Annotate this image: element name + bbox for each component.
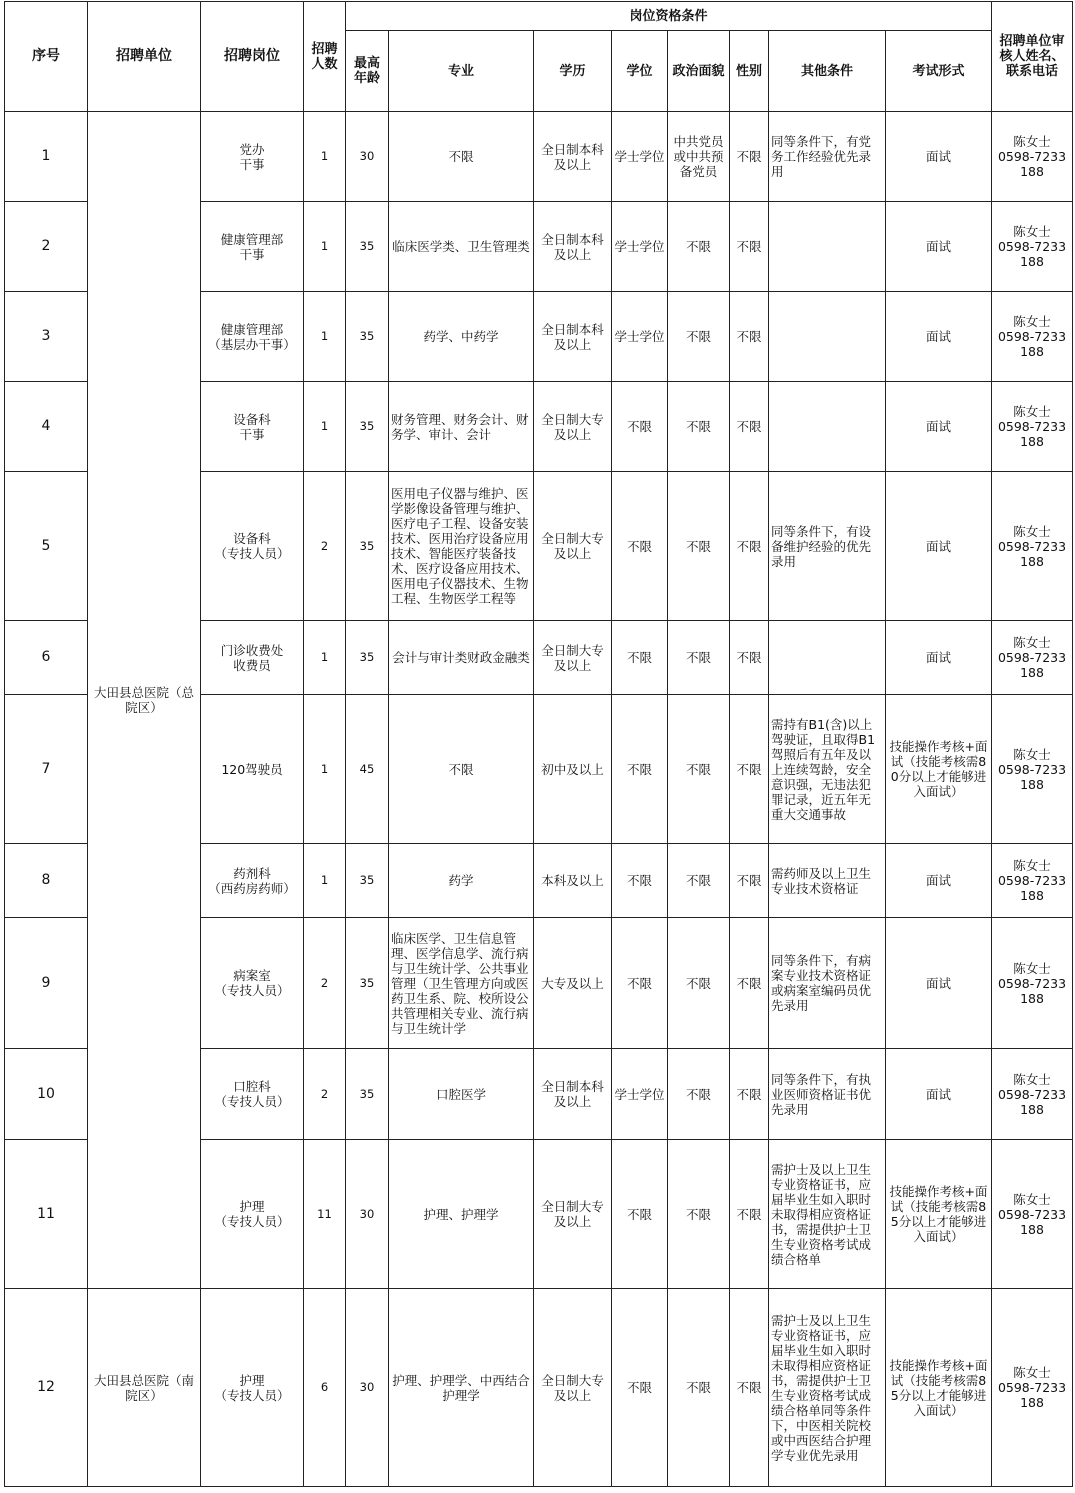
exam-cell: 技能操作考核+面试（技能考核需85分以上才能够进入面试） [886, 1140, 992, 1289]
political-cell: 不限 [668, 918, 730, 1049]
gender-cell: 不限 [730, 472, 769, 621]
contact-cell: 陈女士 0598-7233188 [992, 112, 1073, 202]
header-unit: 招聘单位 [88, 2, 201, 112]
major-cell: 临床医学类、卫生管理类 [389, 202, 534, 292]
contact-cell: 陈女士 0598-7233188 [992, 382, 1073, 472]
header-post: 招聘岗位 [201, 2, 304, 112]
other-cell: 需护士及以上卫生专业资格证书，应届毕业生如入职时未取得相应资格证书，需提供护士卫生专业资格考试成绩合格单 [769, 1140, 886, 1289]
seq-cell: 1 [5, 112, 88, 202]
exam-cell: 面试 [886, 918, 992, 1049]
gender-cell: 不限 [730, 844, 769, 918]
exam-cell: 面试 [886, 292, 992, 382]
header-major: 专业 [389, 31, 534, 112]
age-cell: 35 [346, 472, 389, 621]
post-cell: 护理 （专技人员） [201, 1140, 304, 1289]
table-row [5, 112, 1073, 202]
degree-cell: 学士学位 [612, 1049, 668, 1140]
contact-cell: 陈女士 0598-7233188 [992, 695, 1073, 844]
count-cell: 11 [304, 1140, 346, 1289]
education-cell: 全日制大专及以上 [534, 1140, 612, 1289]
political-cell: 不限 [668, 844, 730, 918]
age-cell: 35 [346, 1049, 389, 1140]
education-cell: 全日制本科及以上 [534, 112, 612, 202]
other-cell [769, 292, 886, 382]
education-cell: 全日制本科及以上 [534, 202, 612, 292]
exam-cell: 面试 [886, 621, 992, 695]
gender-cell: 不限 [730, 292, 769, 382]
age-cell: 35 [346, 202, 389, 292]
gender-cell: 不限 [730, 918, 769, 1049]
gender-cell: 不限 [730, 202, 769, 292]
major-cell: 医用电子仪器与维护、医学影像设备管理与维护、医疗电子工程、设备安装技术、医用治疗设备应用技术、智能医疗装备技术、医疗设备应用技术、医用电子仪器技术、生物工程、生物医学工程等 [389, 472, 534, 621]
political-cell: 不限 [668, 1289, 730, 1487]
count-cell: 2 [304, 1049, 346, 1140]
major-cell: 口腔医学 [389, 1049, 534, 1140]
seq-cell: 4 [5, 382, 88, 472]
post-cell: 护理 （专技人员） [201, 1289, 304, 1487]
education-cell: 全日制大专及以上 [534, 382, 612, 472]
other-cell: 同等条件下，有党务工作经验优先录用 [769, 112, 886, 202]
degree-cell: 学士学位 [612, 112, 668, 202]
other-cell [769, 202, 886, 292]
contact-cell: 陈女士 0598-7233188 [992, 1289, 1073, 1487]
seq-cell: 7 [5, 695, 88, 844]
post-cell: 药剂科 （西药房药师） [201, 844, 304, 918]
count-cell: 1 [304, 202, 346, 292]
post-cell: 党办 干事 [201, 112, 304, 202]
degree-cell: 不限 [612, 695, 668, 844]
header-gender: 性别 [730, 31, 769, 112]
age-cell: 30 [346, 1140, 389, 1289]
major-cell: 护理、护理学、中西结合护理学 [389, 1289, 534, 1487]
seq-cell: 9 [5, 918, 88, 1049]
education-cell: 全日制大专及以上 [534, 472, 612, 621]
degree-cell: 不限 [612, 918, 668, 1049]
gender-cell: 不限 [730, 1049, 769, 1140]
seq-cell: 3 [5, 292, 88, 382]
education-cell: 全日制本科及以上 [534, 292, 612, 382]
other-cell: 同等条件下，有病案专业技术资格证或病案室编码员优先录用 [769, 918, 886, 1049]
seq-cell: 12 [5, 1289, 88, 1487]
gender-cell: 不限 [730, 1140, 769, 1289]
header-education: 学历 [534, 31, 612, 112]
header-political: 政治面貌 [668, 31, 730, 112]
major-cell: 药学 [389, 844, 534, 918]
major-cell: 临床医学、卫生信息管理、医学信息学、流行病与卫生统计学、公共事业管理（卫生管理方向或医药卫生系、院、校所设公共管理相关专业、流行病与卫生统计学 [389, 918, 534, 1049]
header-degree: 学位 [612, 31, 668, 112]
degree-cell: 不限 [612, 844, 668, 918]
seq-cell: 5 [5, 472, 88, 621]
major-cell: 会计与审计类财政金融类 [389, 621, 534, 695]
unit-cell-south: 大田县总医院（南院区） [88, 1289, 201, 1487]
count-cell: 1 [304, 112, 346, 202]
header-contact: 招聘单位审核人姓名、联系电话 [992, 2, 1073, 112]
contact-cell: 陈女士 0598-7233188 [992, 472, 1073, 621]
contact-cell: 陈女士 0598-7233188 [992, 621, 1073, 695]
exam-cell: 技能操作考核+面试（技能考核需80分以上才能够进入面试） [886, 695, 992, 844]
other-cell: 同等条件下，有设备维护经验的优先录用 [769, 472, 886, 621]
contact-cell: 陈女士 0598-7233188 [992, 918, 1073, 1049]
degree-cell: 学士学位 [612, 292, 668, 382]
post-cell: 健康管理部 （基层办干事） [201, 292, 304, 382]
degree-cell: 学士学位 [612, 202, 668, 292]
count-cell: 1 [304, 382, 346, 472]
contact-cell: 陈女士 0598-7233188 [992, 202, 1073, 292]
contact-cell: 陈女士 0598-7233188 [992, 292, 1073, 382]
post-cell: 120驾驶员 [201, 695, 304, 844]
header-qualification-group: 岗位资格条件 [346, 2, 992, 31]
gender-cell: 不限 [730, 1289, 769, 1487]
seq-cell: 6 [5, 621, 88, 695]
other-cell [769, 382, 886, 472]
major-cell: 不限 [389, 112, 534, 202]
political-cell: 中共党员或中共预备党员 [668, 112, 730, 202]
degree-cell: 不限 [612, 382, 668, 472]
count-cell: 2 [304, 918, 346, 1049]
gender-cell: 不限 [730, 112, 769, 202]
count-cell: 1 [304, 292, 346, 382]
exam-cell: 面试 [886, 112, 992, 202]
education-cell: 全日制大专及以上 [534, 1289, 612, 1487]
contact-cell: 陈女士 0598-7233188 [992, 1140, 1073, 1289]
other-cell: 需护士及以上卫生专业资格证书，应届毕业生如入职时未取得相应资格证书，需提供护士卫生专业资格考试成绩合格单同等条件下，中医相关院校或中西医结合护理学专业优先录用 [769, 1289, 886, 1487]
count-cell: 2 [304, 472, 346, 621]
seq-cell: 11 [5, 1140, 88, 1289]
header-seq: 序号 [5, 2, 88, 112]
header-age: 最高年龄 [346, 31, 389, 112]
age-cell: 35 [346, 918, 389, 1049]
gender-cell: 不限 [730, 695, 769, 844]
seq-cell: 8 [5, 844, 88, 918]
age-cell: 45 [346, 695, 389, 844]
post-cell: 健康管理部 干事 [201, 202, 304, 292]
gender-cell: 不限 [730, 382, 769, 472]
degree-cell: 不限 [612, 472, 668, 621]
political-cell: 不限 [668, 1140, 730, 1289]
exam-cell: 技能操作考核+面试（技能考核需85分以上才能够进入面试） [886, 1289, 992, 1487]
education-cell: 全日制本科及以上 [534, 1049, 612, 1140]
political-cell: 不限 [668, 695, 730, 844]
major-cell: 不限 [389, 695, 534, 844]
age-cell: 35 [346, 382, 389, 472]
exam-cell: 面试 [886, 844, 992, 918]
post-cell: 病案室 （专技人员） [201, 918, 304, 1049]
other-cell: 需药师及以上卫生专业技术资格证 [769, 844, 886, 918]
political-cell: 不限 [668, 382, 730, 472]
exam-cell: 面试 [886, 472, 992, 621]
age-cell: 35 [346, 292, 389, 382]
seq-cell: 2 [5, 202, 88, 292]
political-cell: 不限 [668, 292, 730, 382]
education-cell: 全日制大专及以上 [534, 621, 612, 695]
major-cell: 财务管理、财务会计、财务学、审计、会计 [389, 382, 534, 472]
post-cell: 门诊收费处 收费员 [201, 621, 304, 695]
unit-cell-main: 大田县总医院（总院区） [88, 112, 201, 1289]
header-exam: 考试形式 [886, 31, 992, 112]
other-cell: 需持有B1(含)以上驾驶证，且取得B1驾照后有五年及以上连续驾龄，安全意识强，无违法犯罪记录，近五年无重大交通事故 [769, 695, 886, 844]
header-count: 招聘人数 [304, 2, 346, 112]
post-cell: 设备科 （专技人员） [201, 472, 304, 621]
seq-cell: 10 [5, 1049, 88, 1140]
exam-cell: 面试 [886, 382, 992, 472]
post-cell: 口腔科 （专技人员） [201, 1049, 304, 1140]
table-row [5, 1289, 1073, 1487]
other-cell: 同等条件下，有执业医师资格证书优先录用 [769, 1049, 886, 1140]
count-cell: 1 [304, 695, 346, 844]
post-cell: 设备科 干事 [201, 382, 304, 472]
degree-cell: 不限 [612, 1140, 668, 1289]
political-cell: 不限 [668, 621, 730, 695]
other-cell [769, 621, 886, 695]
recruitment-table [4, 1, 1073, 1487]
degree-cell: 不限 [612, 1289, 668, 1487]
gender-cell: 不限 [730, 621, 769, 695]
exam-cell: 面试 [886, 1049, 992, 1140]
education-cell: 大专及以上 [534, 918, 612, 1049]
major-cell: 药学、中药学 [389, 292, 534, 382]
contact-cell: 陈女士 0598-7233188 [992, 1049, 1073, 1140]
education-cell: 本科及以上 [534, 844, 612, 918]
political-cell: 不限 [668, 1049, 730, 1140]
exam-cell: 面试 [886, 202, 992, 292]
count-cell: 1 [304, 621, 346, 695]
age-cell: 35 [346, 621, 389, 695]
age-cell: 30 [346, 112, 389, 202]
major-cell: 护理、护理学 [389, 1140, 534, 1289]
age-cell: 35 [346, 844, 389, 918]
education-cell: 初中及以上 [534, 695, 612, 844]
political-cell: 不限 [668, 202, 730, 292]
degree-cell: 不限 [612, 621, 668, 695]
count-cell: 6 [304, 1289, 346, 1487]
contact-cell: 陈女士 0598-7233188 [992, 844, 1073, 918]
age-cell: 30 [346, 1289, 389, 1487]
count-cell: 1 [304, 844, 346, 918]
political-cell: 不限 [668, 472, 730, 621]
header-other: 其他条件 [769, 31, 886, 112]
